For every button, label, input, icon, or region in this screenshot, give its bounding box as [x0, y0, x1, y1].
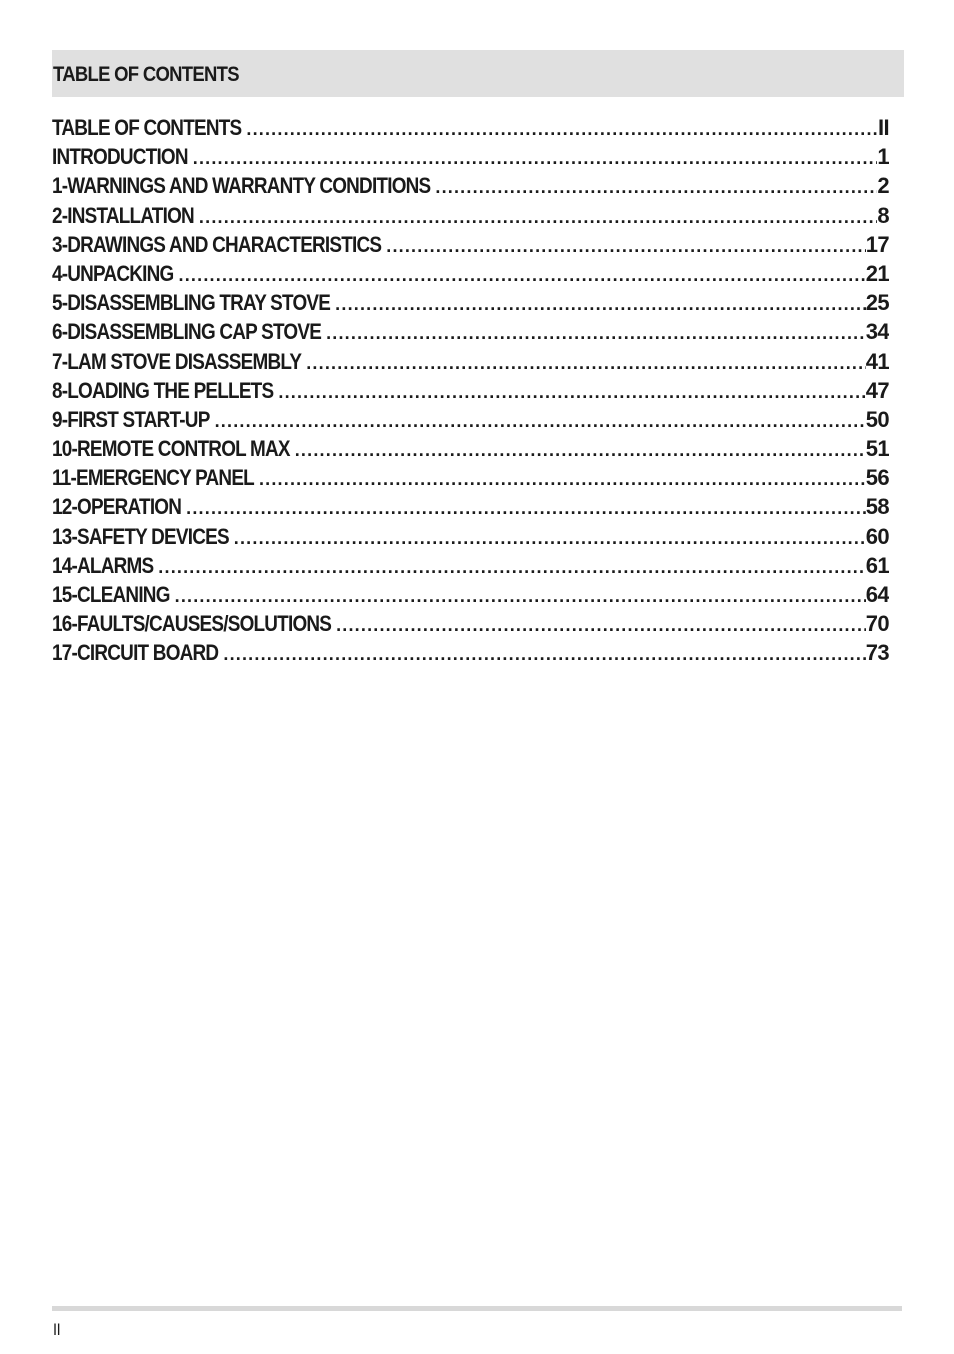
toc-entry[interactable]	[52, 376, 889, 405]
toc-entry-label: 4-UNPACKING	[52, 260, 174, 286]
toc-entry[interactable]	[52, 463, 889, 492]
toc-entry-label: 15-CLEANING	[52, 582, 170, 607]
toc-entry-label: 8-LOADING THE PELLETS	[52, 377, 274, 403]
toc-dot-leader	[229, 524, 866, 551]
toc-entry[interactable]	[52, 259, 889, 288]
toc-entry-page: 73	[865, 640, 889, 666]
toc-entry-page: 64	[865, 582, 889, 607]
toc-entry-page: 70	[865, 611, 889, 637]
toc-entry-page: 17	[865, 231, 889, 257]
toc-dot-leader	[331, 611, 866, 638]
toc-entry[interactable]	[52, 288, 889, 317]
toc-entry-page: 8	[877, 202, 889, 228]
toc-entry-page: 21	[865, 260, 889, 286]
toc-entry[interactable]	[52, 171, 889, 200]
toc-entry[interactable]	[52, 113, 889, 142]
section-header-band	[52, 50, 904, 97]
toc-dot-leader	[321, 319, 866, 346]
toc-entry[interactable]	[52, 492, 889, 521]
toc-entry-page: 47	[865, 377, 889, 403]
toc-dot-leader	[170, 582, 866, 609]
toc-entry[interactable]	[52, 434, 889, 463]
toc-dot-leader	[330, 290, 866, 317]
toc-entry-label: TABLE OF CONTENTS	[52, 115, 242, 140]
toc-entry-page: 2	[877, 173, 889, 199]
toc-entry-page: 51	[865, 436, 889, 462]
toc-entry-label: 9-FIRST START-UP	[52, 406, 210, 432]
toc-entry-label: 12-OPERATION	[52, 494, 182, 520]
toc-entry-label: 1-WARNINGS AND WARRANTY CONDITIONS	[52, 173, 431, 199]
toc-dot-leader	[194, 203, 877, 230]
toc-entry[interactable]	[52, 230, 889, 259]
section-title: TABLE OF CONTENTS	[53, 62, 239, 86]
toc-dot-leader	[381, 232, 865, 259]
toc-entry-page: 56	[865, 465, 889, 491]
toc-entry[interactable]	[52, 551, 889, 580]
toc-dot-leader	[273, 378, 865, 405]
toc-entry-page: 25	[865, 290, 889, 316]
toc-entry-label: 2-INSTALLATION	[52, 202, 194, 228]
toc-dot-leader	[301, 349, 866, 376]
toc-dot-leader	[174, 261, 866, 288]
footer-divider	[52, 1306, 902, 1311]
toc-entry-label: 3-DRAWINGS AND CHARACTERISTICS	[52, 231, 382, 257]
toc-entry-label: INTRODUCTION	[52, 144, 188, 170]
toc-entry-page: 58	[865, 494, 889, 520]
footer-page-number: II	[53, 1320, 61, 1339]
toc-entry-page: II	[877, 115, 889, 140]
toc-entry[interactable]	[52, 201, 889, 230]
toc-entry-page: 1	[877, 144, 889, 170]
toc-entry-label: 10-REMOTE CONTROL MAX	[52, 436, 290, 462]
toc-dot-leader	[188, 144, 878, 171]
toc-entry[interactable]	[52, 317, 889, 346]
toc-dot-leader	[218, 640, 865, 667]
toc-entry-label: 7-LAM STOVE DISASSEMBLY	[52, 348, 302, 374]
toc-entry-label: 14-ALARMS	[52, 552, 154, 578]
toc-entry-label: 16-FAULTS/CAUSES/SOLUTIONS	[52, 611, 332, 637]
toc-dot-leader	[290, 436, 866, 463]
toc-entry-label: 6-DISASSEMBLING CAP STOVE	[52, 319, 322, 345]
table-of-contents	[52, 113, 889, 668]
toc-entry[interactable]	[52, 580, 889, 609]
toc-dot-leader	[254, 465, 866, 492]
toc-entry-page: 60	[865, 523, 889, 549]
toc-dot-leader	[210, 407, 866, 434]
toc-entry-label: 11-EMERGENCY PANEL	[52, 465, 254, 491]
toc-entry-page: 50	[865, 406, 889, 432]
toc-entry[interactable]	[52, 522, 889, 551]
toc-entry[interactable]	[52, 347, 889, 376]
toc-dot-leader	[153, 553, 865, 580]
toc-entry-label: 5-DISASSEMBLING TRAY STOVE	[52, 290, 331, 316]
toc-entry-label: 13-SAFETY DEVICES	[52, 523, 229, 549]
toc-entry-page: 61	[865, 552, 889, 578]
toc-entry[interactable]	[52, 638, 889, 667]
toc-entry[interactable]	[52, 405, 889, 434]
toc-dot-leader	[430, 173, 877, 200]
toc-dot-leader	[181, 494, 866, 521]
toc-entry-label: 17-CIRCUIT BOARD	[52, 640, 219, 666]
toc-entry-page: 34	[865, 319, 889, 345]
toc-dot-leader	[241, 115, 878, 142]
toc-entry[interactable]	[52, 609, 889, 638]
toc-entry-page: 41	[865, 348, 889, 374]
toc-entry[interactable]	[52, 142, 889, 171]
